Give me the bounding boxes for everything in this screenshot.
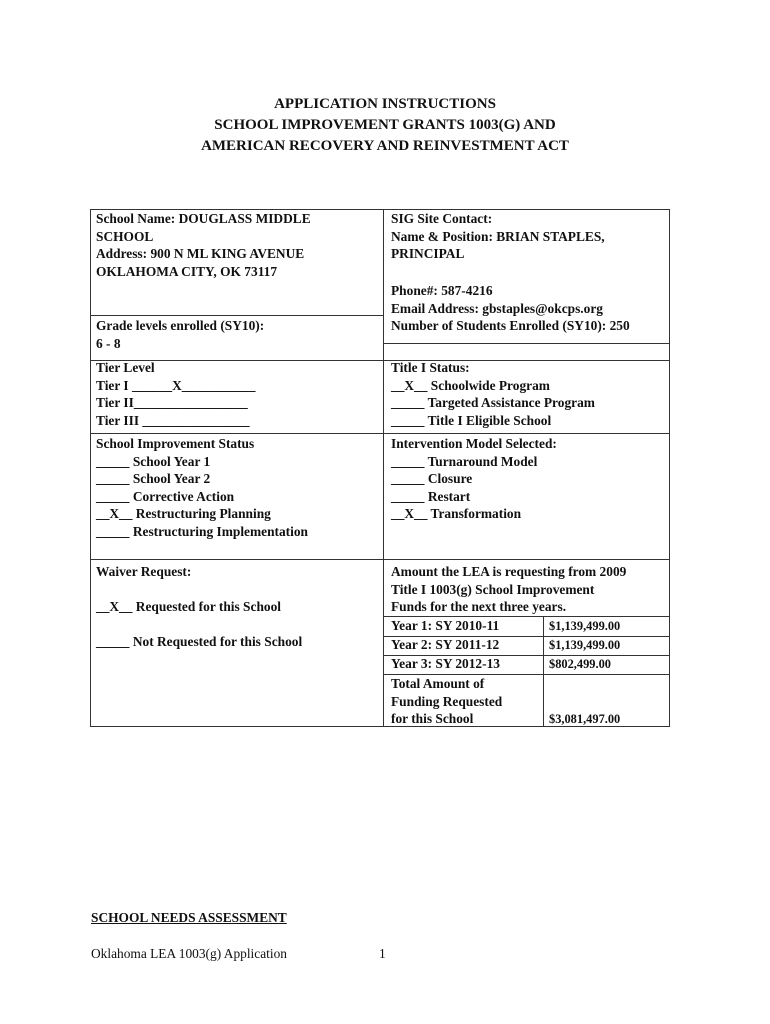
school-name-line-2: SCHOOL [96,228,154,244]
school-address-line-1: Address: 900 N ML KING AVENUE [96,246,305,262]
funding-total-amount: $3,081,497.00 [549,712,621,726]
footer-label: Oklahoma LEA 1003(g) Application [91,946,287,961]
school-address-line-2: OKLAHOMA CITY, OK 73117 [96,263,278,279]
row-divider-right-1 [383,343,670,344]
funding-year-3-amount: $802,499.00 [549,657,611,671]
improvement-heading: School Improvement Status [96,436,255,451]
contact-email: Email Address: gbstaples@okcps.org [391,300,603,316]
improvement-restructuring-planning: __X__ Restructuring Planning [96,506,271,522]
school-info [96,210,311,280]
row-divider-3 [90,433,670,434]
improvement-year-2: _____ School Year 2 [96,471,211,487]
intervention-closure: _____ Closure [391,471,473,487]
contact-heading: SIG Site Contact: [391,211,493,226]
section-heading: SCHOOL NEEDS ASSESSMENT [91,910,287,925]
funding-heading [391,563,626,616]
funding-heading-line-3: Funds for the next three years. [391,599,567,615]
funding-total-label [391,675,502,728]
funding-heading-line-1: Amount the LEA is requesting from 2009 [391,564,627,579]
intervention-model [391,435,557,523]
title-line-1: APPLICATION INSTRUCTIONS [274,96,496,112]
grade-levels-label: Grade levels enrolled (SY10): [96,318,265,333]
tier-1-line: Tier I ______X___________ [96,377,256,393]
funding-year-1-amount: $1,139,499.00 [549,619,621,633]
funding-total-line-2: Funding Requested [391,693,503,709]
funding-year-2-label: Year 2: SY 2011-12 [391,637,500,652]
title-line-3: AMERICAN RECOVERY AND REINVESTMENT ACT [201,138,569,154]
funding-total-line-3: for this School [391,711,474,727]
funding-total-line-1: Total Amount of [391,676,485,691]
contact-details [391,282,603,317]
title-i-status [391,359,595,429]
funding-year-3-label: Year 3: SY 2012-13 [391,656,500,671]
title-i-heading: Title I Status: [391,360,470,375]
students-enrolled [391,317,630,335]
grade-levels-value: 6 - 8 [96,335,121,351]
funding-heading-line-2: Title I 1003(g) School Improvement [391,581,595,597]
waiver-request-heading: Waiver Request: [96,564,192,579]
improvement-corrective-action: _____ Corrective Action [96,488,235,504]
contact-name-line-1: Name & Position: BRIAN STAPLES, [391,228,605,244]
page-number: 1 [379,946,386,961]
intervention-turnaround: _____ Turnaround Model [391,453,538,469]
waiver-requested: __X__ Requested for this School [96,599,281,614]
title-line-2: SCHOOL IMPROVEMENT GRANTS 1003(G) AND [214,117,556,133]
intervention-transformation: __X__ Transformation [391,506,522,522]
document-title [0,94,770,157]
site-contact [391,210,605,263]
application-form-table [90,209,670,727]
title-i-targeted: _____ Targeted Assistance Program [391,395,595,411]
row-divider-left-1 [90,315,383,316]
title-i-eligible: _____ Title I Eligible School [391,412,552,428]
tier-heading: Tier Level [96,360,155,375]
column-divider [383,209,384,727]
improvement-year-1: _____ School Year 1 [96,453,211,469]
grade-levels [96,317,264,352]
intervention-restart: _____ Restart [391,488,471,504]
improvement-restructuring-implementation: _____ Restructuring Implementation [96,523,309,539]
funding-amount-divider [543,616,544,727]
intervention-heading: Intervention Model Selected: [391,436,557,451]
tier-2-line: Tier II_________________ [96,395,248,411]
funding-year-2-amount: $1,139,499.00 [549,638,621,652]
students-enrolled-label: Number of Students Enrolled (SY10): 250 [391,318,630,333]
row-divider-4 [90,559,670,560]
contact-name-line-2: PRINCIPAL [391,246,465,262]
tier-3-line: Tier III ________________ [96,412,250,428]
tier-level [96,359,255,429]
waiver-not-requested: _____ Not Requested for this School [96,634,303,649]
title-i-schoolwide: __X__ Schoolwide Program [391,377,550,393]
school-name-line-1: School Name: DOUGLASS MIDDLE [96,211,311,226]
contact-phone: Phone#: 587-4216 [391,283,493,298]
school-improvement-status [96,435,308,541]
funding-year-1-label: Year 1: SY 2010-11 [391,618,500,633]
